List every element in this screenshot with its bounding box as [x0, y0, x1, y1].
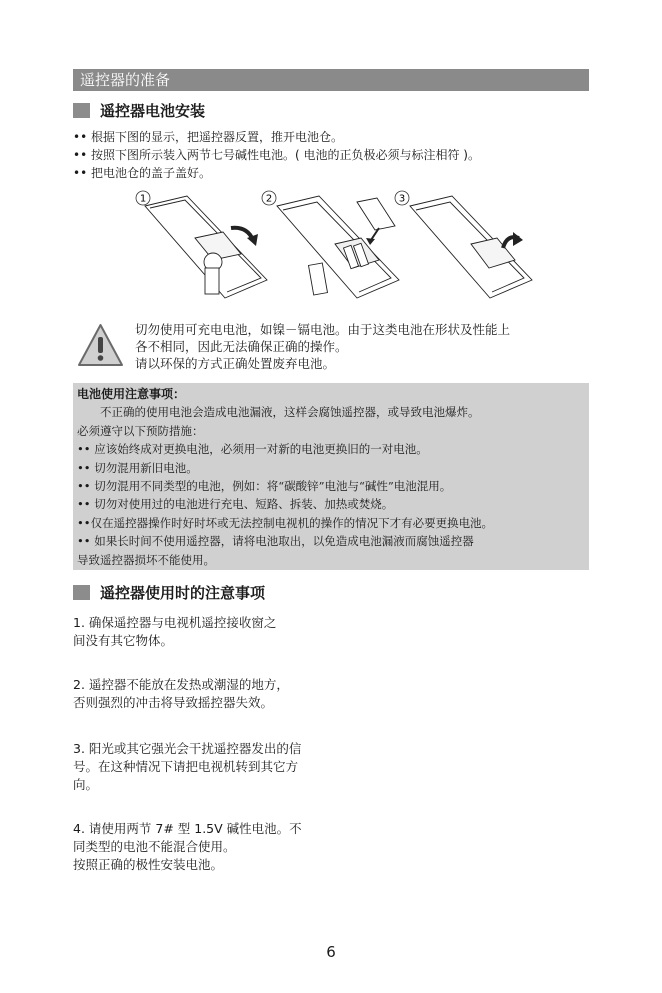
usage-item-line: 按照正确的极性安装电池。 — [73, 857, 224, 872]
warning-line: 切勿使用可充电电池，如镍－镉电池。由于这类电池在形状及性能上 — [135, 322, 511, 337]
usage-item-line: 间没有其它物体。 — [73, 633, 174, 648]
install-bullet: •• 按照下图所示装入两节七号碱性电池。( 电池的正负极必须与标注相符 )。 — [73, 148, 480, 162]
svg-text:1: 1 — [139, 193, 147, 205]
usage-item — [73, 740, 333, 794]
warning-line: 各不相同，因此无法确保正确的操作。 — [135, 339, 348, 354]
notice-title: 电池使用注意事项： — [77, 387, 186, 401]
notice-line: •• 如果长时间不使用遥控器，请将电池取出，以免造成电池漏液而腐蚀遥控器 — [77, 534, 474, 549]
battery-installation-illustration — [125, 188, 545, 310]
svg-text:2: 2 — [265, 193, 273, 205]
usage-item-line: 同类型的电池不能混合使用。 — [73, 839, 236, 854]
battery-install-title: 遥控器电池安装 — [100, 102, 206, 120]
usage-item — [73, 614, 333, 650]
step-2-badge — [262, 191, 276, 205]
section-marker-square — [73, 103, 90, 118]
insert-arrow-icon — [366, 228, 379, 245]
notice-line: •• 应该始终成对更换电池，必须用一对新的电池更换旧的一对电池。 — [77, 442, 428, 457]
usage-item-line: 2. 遥控器不能放在发热或潮湿的地方， — [73, 677, 289, 692]
notice-line: ••仅在遥控器操作时好时坏或无法控制电视机的操作的情况下才有必要更换电池。 — [77, 515, 494, 530]
step-3-badge — [395, 191, 409, 205]
warning-line: 请以环保的方式正确处置废弃电池。 — [135, 356, 336, 371]
step-1-badge — [136, 191, 150, 205]
notice-line: •• 切勿对使用过的电池进行充电、短路、拆装、加热或焚烧。 — [77, 497, 394, 512]
rotate-arrow-icon — [503, 232, 523, 248]
curved-arrow-icon — [231, 228, 258, 246]
svg-text:3: 3 — [398, 193, 406, 205]
battery-notice-box — [73, 383, 589, 570]
usage-item-line: 4. 请使用两节 7# 型 1.5V 碱性电池。不 — [73, 821, 302, 836]
notice-line: •• 切勿混用不同类型的电池，例如：将“碳酸锌”电池与“碱性”电池混用。 — [77, 479, 452, 494]
remote-step-1 — [145, 196, 267, 298]
usage-item — [73, 820, 333, 874]
usage-item-line: 1. 确保遥控器与电视机遥控接收窗之 — [73, 615, 277, 630]
install-bullet: •• 根据下图的显示，把遥控器反置，推开电池仓。 — [73, 130, 343, 144]
usage-item — [73, 676, 333, 712]
usage-title: 遥控器使用时的注意事项 — [100, 584, 266, 602]
warning-icon — [77, 323, 124, 367]
usage-item-line: 号。在这种情况下请把电视机转到其它方 — [73, 759, 299, 774]
install-bullet: •• 把电池仓的盖子盖好。 — [73, 166, 211, 180]
remote-step-3 — [410, 196, 532, 298]
section-marker-square — [73, 585, 90, 600]
notice-line: •• 切勿混用新旧电池。 — [77, 460, 198, 475]
usage-item-line: 否则强烈的冲击将导致摇控器失效。 — [73, 695, 274, 710]
notice-line: 不正确的使用电池会造成电池漏液，这样会腐蚀遥控器，或导致电池爆炸。 — [77, 405, 480, 420]
remote-step-2 — [277, 196, 399, 298]
page-number: 6 — [326, 943, 336, 961]
usage-item-line: 3. 阳光或其它强光会干扰遥控器发出的信 — [73, 741, 302, 756]
warning-text — [135, 321, 595, 372]
section-header-title: 遥控器的准备 — [80, 71, 171, 89]
notice-line: 导致遥控器损坏不能使用。 — [77, 552, 215, 567]
usage-item-line: 向。 — [73, 777, 99, 792]
notice-line: 必须遵守以下预防措施： — [77, 423, 204, 438]
